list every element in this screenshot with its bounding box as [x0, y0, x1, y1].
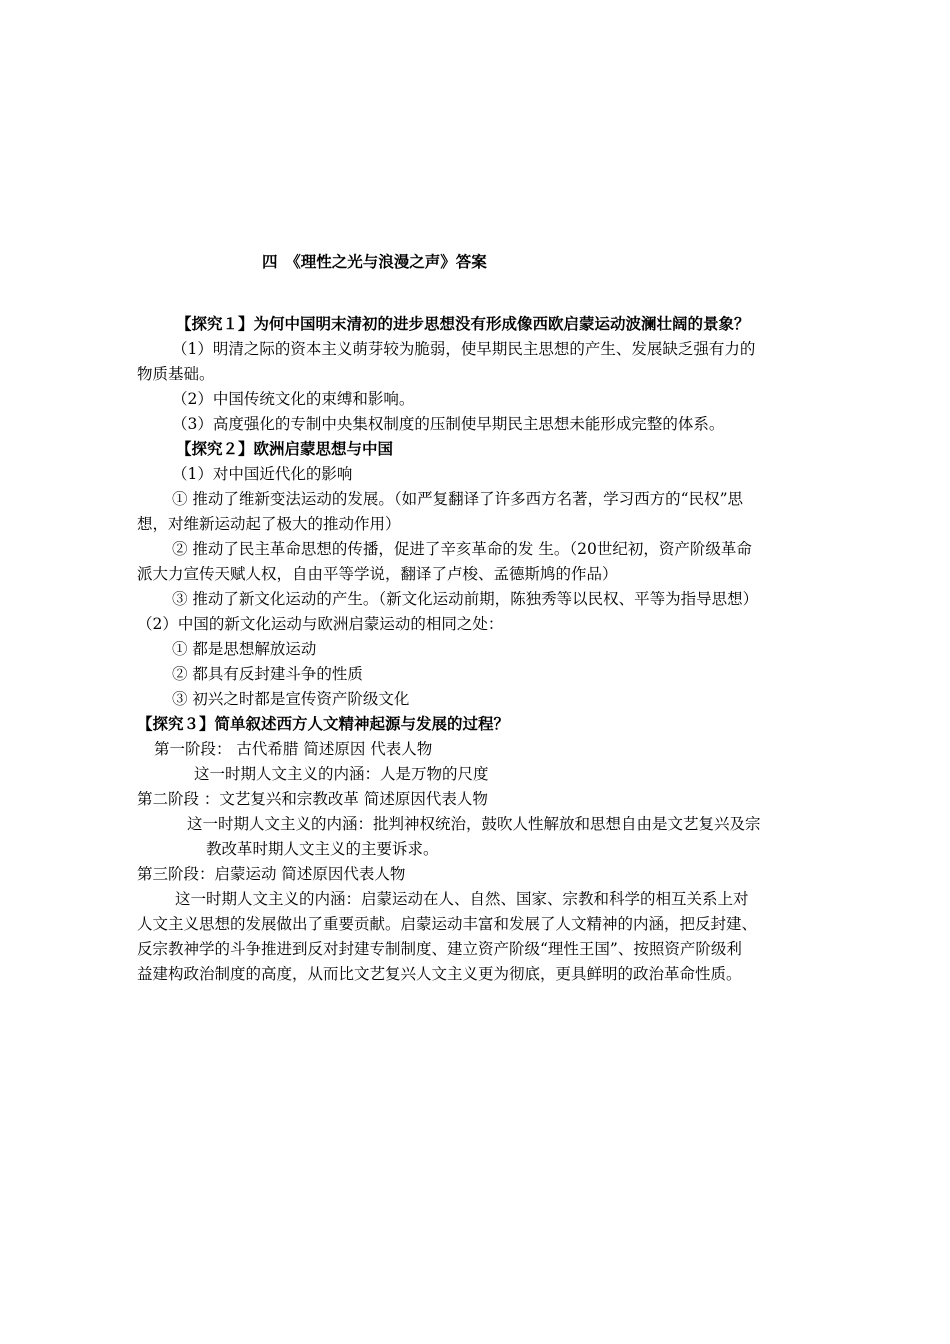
document-title: 四 《理性之光与浪漫之声》答案 [262, 253, 487, 271]
paragraph-line: （3）高度强化的专制中央集权制度的压制使早期民主思想未能形成完整的体系。 [172, 415, 725, 433]
paragraph-line: （2）中国的新文化运动与欧洲启蒙运动的相同之处： [137, 615, 504, 633]
paragraph-line: 第一阶段： 古代希腊 简述原因 代表人物 [154, 740, 433, 758]
question-1-heading: 【探究１】为何中国明末清初的进步思想没有形成像西欧启蒙运动波澜壮阔的景象？ [176, 315, 750, 333]
paragraph-line: 第二阶段 ：文艺复兴和宗教改革 简述原因代表人物 [137, 790, 488, 808]
paragraph-line: （1）对中国近代化的影响 [172, 465, 353, 483]
paragraph-line: 想，对维新运动起了极大的推动作用） [137, 515, 401, 533]
paragraph-line: 第三阶段：启蒙运动 简述原因代表人物 [137, 865, 406, 883]
paragraph-line: ③ 初兴之时都是宣传资产阶级文化 [172, 690, 410, 708]
paragraph-line: 益建构政治制度的高度，从而比文艺复兴人文主义更为彻底，更具鲜明的政治革命性质。 [137, 965, 742, 983]
paragraph-line: ② 推动了民主革命思想的传播，促进了辛亥革命的发 生。（20世纪初，资产阶级革命 [172, 540, 752, 558]
paragraph-line: 这一时期人文主义的内涵：人是万物的尺度 [194, 765, 489, 783]
paragraph-line: （2）中国传统文化的束缚和影响。 [172, 390, 415, 408]
paragraph-line: ① 都是思想解放运动 [172, 640, 317, 658]
paragraph-line: 这一时期人文主义的内涵：启蒙运动在人、自然、国家、宗教和科学的相互关系上对 [175, 890, 749, 908]
question-3-heading: 【探究３】简单叙述西方人文精神起源与发展的过程？ [137, 715, 510, 733]
paragraph-line: 这一时期人文主义的内涵：批判神权统治，鼓吹人性解放和思想自由是文艺复兴及宗 [187, 815, 761, 833]
paragraph-line: 派大力宣传天赋人权，自由平等学说，翻译了卢梭、孟德斯鸠的作品） [137, 565, 618, 583]
question-2-heading: 【探究２】欧洲启蒙思想与中国 [176, 440, 394, 458]
paragraph-line: 反宗教神学的斗争推进到反对封建专制制度、建立资产阶级“理性王国”、按照资产阶级利 [137, 940, 742, 958]
paragraph-line: 物质基础。 [137, 365, 215, 383]
paragraph-line: （1）明清之际的资本主义萌芽较为脆弱，使早期民主思想的产生、发展缺乏强有力的 [172, 340, 756, 358]
paragraph-line: ② 都具有反封建斗争的性质 [172, 665, 363, 683]
paragraph-line: 教改革时期人文主义的主要诉求。 [206, 840, 439, 858]
paragraph-line: ① 推动了维新变法运动的发展。（如严复翻译了许多西方名著，学习西方的“民权”思 [172, 490, 744, 508]
paragraph-line: ③ 推动了新文化运动的产生。（新文化运动前期，陈独秀等以民权、平等为指导思想） [172, 590, 759, 608]
paragraph-line: 人文主义思想的发展做出了重要贡献。启蒙运动丰富和发展了人文精神的内涵，把反封建、 [137, 915, 758, 933]
